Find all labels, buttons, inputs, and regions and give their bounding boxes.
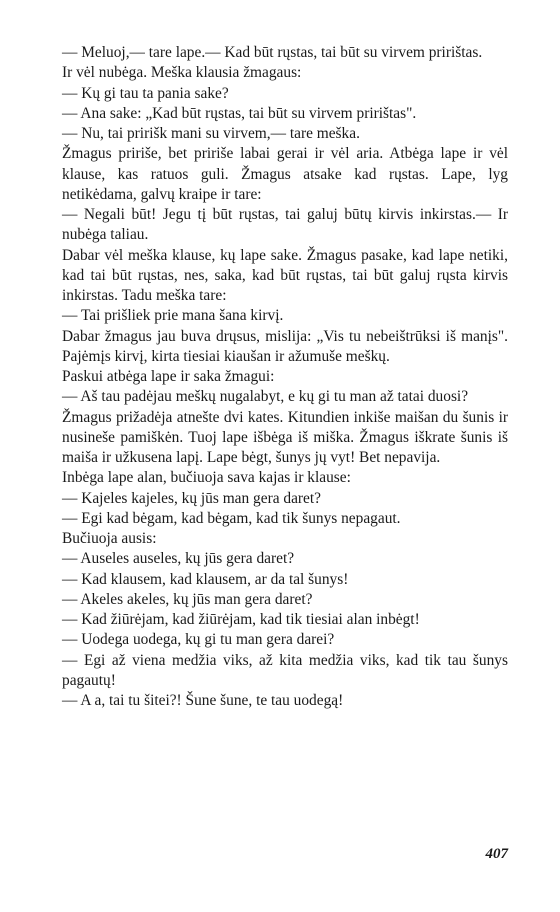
paragraph: Dabar vėl meška klause, kų lape sake. Žmagus pasake, kad lape netiki, kad tai būt rųstas, nes, saka, kad būt rųstas, tai būt galuj rųsta kirvis inkirstas. Tadu meška tare: [62, 246, 508, 304]
page-number: 407 [485, 846, 508, 862]
paragraph: Žmagus pririše, bet pririše labai gerai ir vėl aria. Atbėga lape ir vėl klause, kas ratuos guli. Žmagus atsake kad rųstas. Lape, lyg netikėdama, galvų kraipe ir tare: [62, 145, 508, 203]
paragraph: — Negali būt! Jegu tį būt rųstas, tai galuj būtų kirvis inkirstas.— Ir nubėga taliau. [62, 206, 508, 244]
paragraph: — Egi až viena medžia viks, až kita medžia viks, kad tik tau šunys pagautų! [62, 651, 508, 689]
paragraph: — A a, tai tu šitei?! Šune šune, te tau uodegą! [62, 692, 344, 709]
paragraph: Ir vėl nubėga. Meška klausia žmagaus: [62, 64, 302, 82]
paragraph: — Kad žiūrėjam, kad žiūrėjam, kad tik tiesiai alan inbėgt! [62, 611, 420, 628]
paragraph: — Aš tau padėjau meškų nugalabyt, e kų gi tu man až tatai duosi? [62, 388, 469, 406]
paragraph: Dabar žmagus jau buva drųsus, mislija: „Vis tu nebeištrūksi iš manįs". Pajėmįs kirvį, kirta tiesiai kiaušan ir ažumuše meškų. [62, 327, 508, 365]
paragraph: Žmagus prižadėja atnešte dvi kates. Kitundien inkiše maišan du šunis ir nusineše pamiškėn. Tuoj lape išbėga iš miška. Žmagus iškrate šunis iš maiša ir užkusena lapį. Lape bėgt, šunys jų vyt! Bet nepavija. [62, 408, 508, 466]
paragraph: — Auseles auseles, kų jūs gera daret? [62, 550, 295, 568]
paragraph: — Kad klausem, kad klausem, ar da tal šunys! [62, 570, 349, 588]
paragraph: — Akeles akeles, kų jūs man gera daret? [62, 590, 313, 608]
paragraph: — Kajeles kajeles, kų jūs man gera daret? [62, 489, 321, 507]
paragraph: — Kų gi tau ta pania sake? [62, 84, 229, 102]
paragraph: — Nu, tai pririšk mani su virvem,— tare meška. [62, 125, 360, 142]
paragraph: Paskui atbėga lape ir saka žmagui: [62, 368, 275, 385]
paragraph: — Ana sake: „Kad būt rųstas, tai būt su virvem pririštas". [62, 104, 417, 122]
paragraph: Bučiuoja ausis: [62, 530, 157, 547]
body-text [62, 43, 508, 711]
paragraph: — Meluoj,— tare lape.— Kad būt rųstas, tai būt su virvem pririštas. [62, 44, 483, 61]
paragraph: — Tai prišliek prie mana šana kirvį. [62, 307, 284, 325]
paragraph: — Egi kad bėgam, kad bėgam, kad tik šunys nepagaut. [62, 509, 401, 527]
paragraph: — Uodega uodega, kų gi tu man gera darei? [62, 631, 335, 649]
paragraph: Inbėga lape alan, bučiuoja sava kajas ir klause: [62, 469, 351, 487]
